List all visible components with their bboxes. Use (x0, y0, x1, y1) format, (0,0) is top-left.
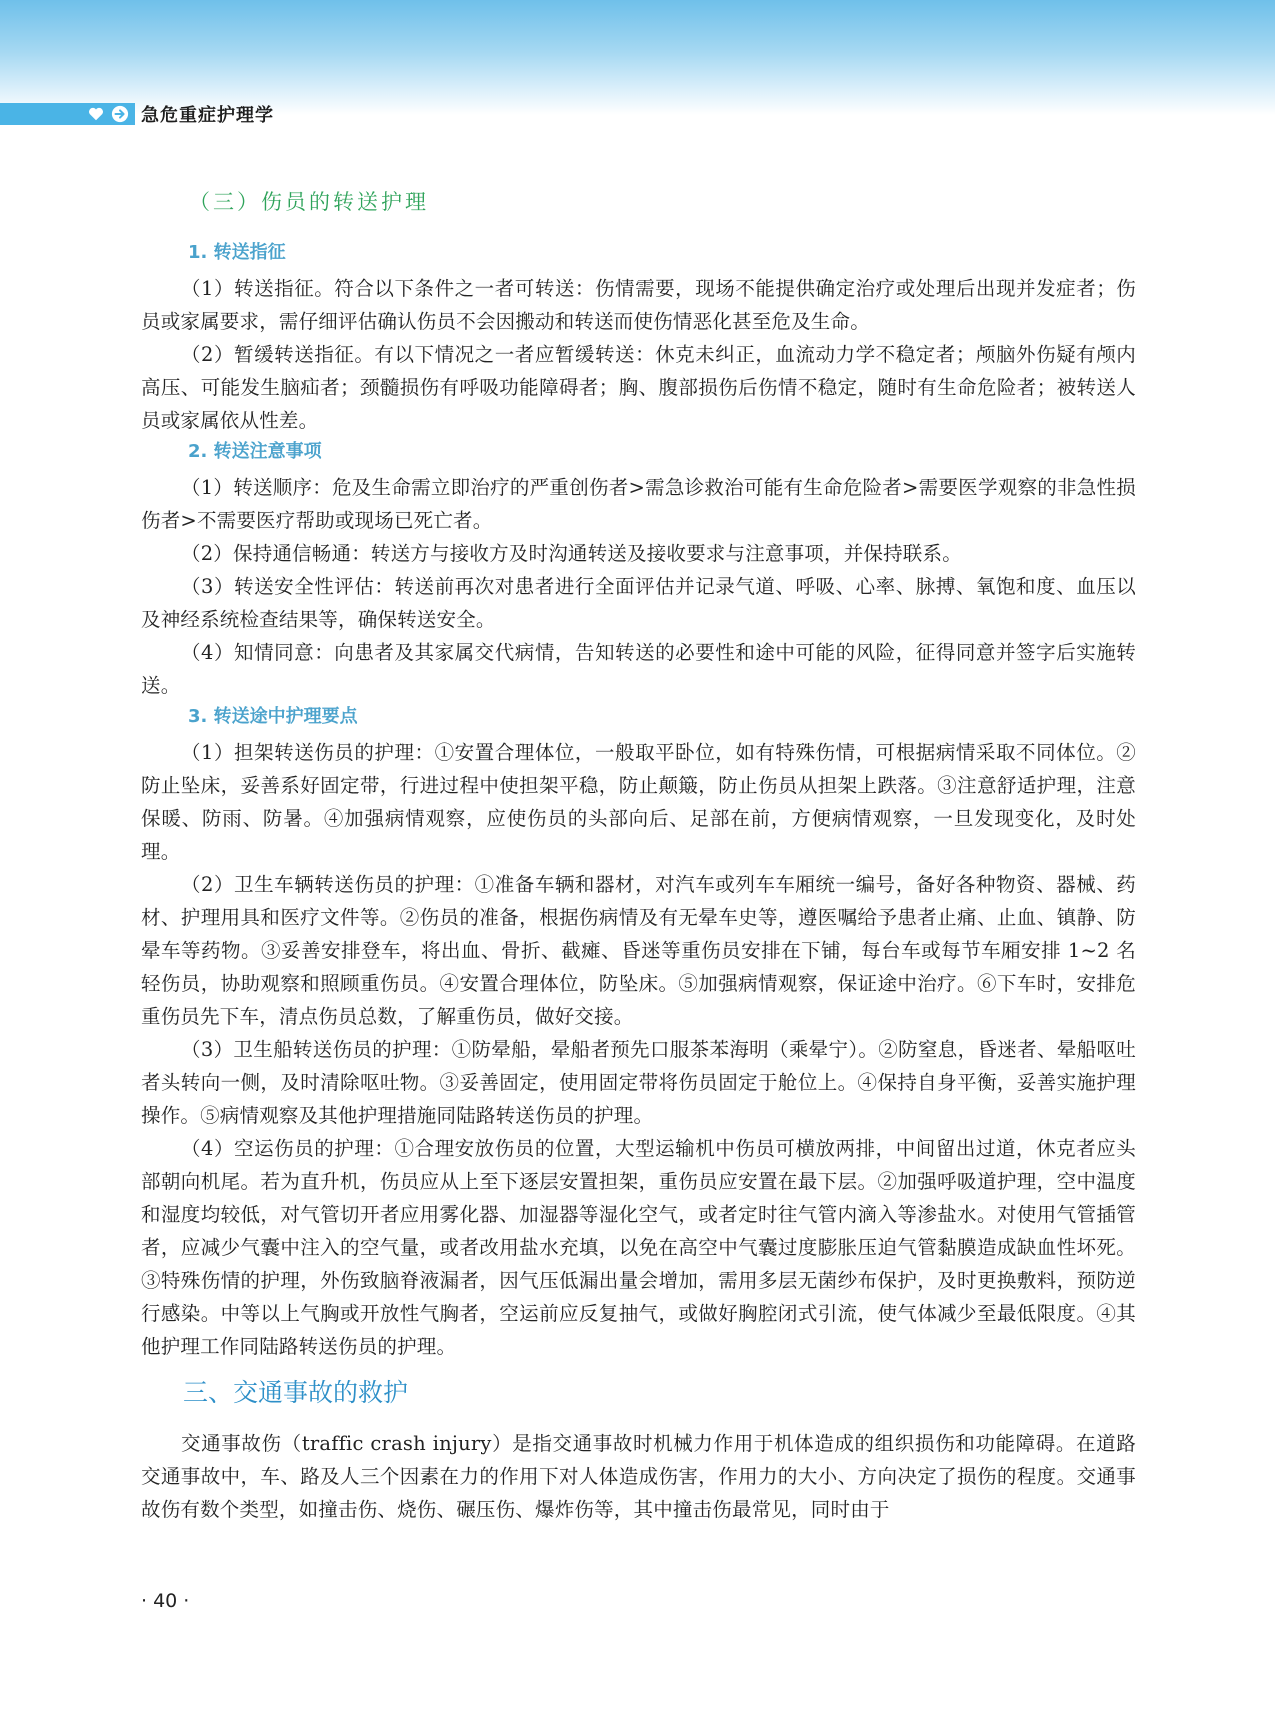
header-gradient (0, 0, 1275, 115)
subsection-heading: 2. 转送注意事项 (188, 441, 322, 462)
book-title: 急危重症护理学 (141, 105, 274, 126)
arrow-right-circle-icon (111, 105, 129, 123)
paragraph: （3）卫生船转送伤员的护理：①防晕船，晕船者预先口服茶苯海明（乘晕宁）。②防窒息，昏迷者、晕船呕吐者头转向一侧，及时清除呕吐物。③妥善固定，使用固定带将伤员固定于舱位上。④保持自身平衡，妥善实施护理操作。⑤病情观察及其他护理措施同陆路转送伤员的护理。 (141, 1038, 1136, 1127)
paragraph: 交通事故伤（traffic crash injury）是指交通事故时机械力作用于机体造成的组织损伤和功能障碍。在道路交通事故中，车、路及人三个因素在力的作用下对人体造成伤害，作用力的大小、方向决定了损伤的程度。交通事故伤有数个类型，如撞击伤、烧伤、碾压伤、爆炸伤等，其中撞击伤最常见，同时由于 (141, 1432, 1136, 1521)
paragraph: （2）保持通信畅通：转送方与接收方及时沟通转送及接收要求与注意事项，并保持联系。 (181, 542, 962, 565)
paragraph: （2）卫生车辆转送伤员的护理：①准备车辆和器材，对汽车或列车车厢统一编号，备好各种物资、器械、药材、护理用具和医疗文件等。②伤员的准备，根据伤病情及有无晕车史等，遵医嘱给予患者止痛、止血、镇静、防晕车等药物。③妥善安排登车，将出血、骨折、截瘫、昏迷等重伤员安排在下铺，每台车或每节车厢安排 1~2 名轻伤员，协助观察和照顾重伤员。④安置合理体位，防坠床。⑤加强病情观察，保证途中治疗。⑥下车时，安排危重伤员先下车，清点伤员总数，了解重伤员，做好交接。 (141, 873, 1136, 1028)
heart-icon (87, 105, 105, 123)
paragraph: （1）担架转送伤员的护理：①安置合理体位，一般取平卧位，如有特殊伤情，可根据病情采取不同体位。②防止坠床，妥善系好固定带，行进过程中使担架平稳，防止颠簸，防止伤员从担架上跌落。③注意舒适护理，注意保暖、防雨、防暑。④加强病情观察，应使伤员的头部向后、足部在前，方便病情观察，一旦发现变化，及时处理。 (141, 741, 1136, 863)
page-content (141, 186, 1136, 1526)
paragraph: （1）转送顺序：危及生命需立即治疗的严重创伤者>需急诊救治可能有生命危险者>需要医学观察的非急性损伤者>不需要医疗帮助或现场已死亡者。 (141, 476, 1136, 532)
paragraph: （3）转送安全性评估：转送前再次对患者进行全面评估并记录气道、呼吸、心率、脉搏、氧饱和度、血压以及神经系统检查结果等，确保转送安全。 (141, 575, 1136, 631)
page-number: · 40 · (141, 1590, 190, 1612)
chapter-heading: 三、交通事故的救护 (183, 1378, 409, 1407)
paragraph: （2）暂缓转送指征。有以下情况之一者应暂缓转送：休克未纠正，血流动力学不稳定者；颅脑外伤疑有颅内高压、可能发生脑疝者；颈髓损伤有呼吸功能障碍者；胸、腹部损伤后伤情不稳定，随时有生命危险者；被转送人员或家属依从性差。 (141, 343, 1136, 432)
paragraph: （4）知情同意：向患者及其家属交代病情，告知转送的必要性和途中可能的风险，征得同意并签字后实施转送。 (141, 641, 1136, 697)
subsection-heading: 1. 转送指征 (188, 242, 286, 263)
paragraph: （4）空运伤员的护理：①合理安放伤员的位置，大型运输机中伤员可横放两排，中间留出过道，休克者应头部朝向机尾。若为直升机，伤员应从上至下逐层安置担架，重伤员应安置在最下层。②加强呼吸道护理，空中温度和湿度均较低，对气管切开者应用雾化器、加湿器等湿化空气，或者定时往气管内滴入等渗盐水。对使用气管插管者，应减少气囊中注入的空气量，或者改用盐水充填，以免在高空中气囊过度膨胀压迫气管黏膜造成缺血性坏死。③特殊伤情的护理，外伤致脑脊液漏者，因气压低漏出量会增加，需用多层无菌纱布保护，及时更换敷料，预防逆行感染。中等以上气胸或开放性气胸者，空运前应反复抽气，或做好胸腔闭式引流，使气体减少至最低限度。④其他护理工作同陆路转送伤员的护理。 (141, 1137, 1136, 1358)
paragraph: （1）转送指征。符合以下条件之一者可转送：伤情需要，现场不能提供确定治疗或处理后出现并发症者；伤员或家属要求，需仔细评估确认伤员不会因搬动和转送而使伤情恶化甚至危及生命。 (141, 277, 1136, 333)
running-header (0, 103, 1275, 125)
section-title: （三）伤员的转送护理 (189, 190, 429, 214)
subsection-heading: 3. 转送途中护理要点 (188, 706, 358, 727)
header-tab (0, 103, 135, 125)
